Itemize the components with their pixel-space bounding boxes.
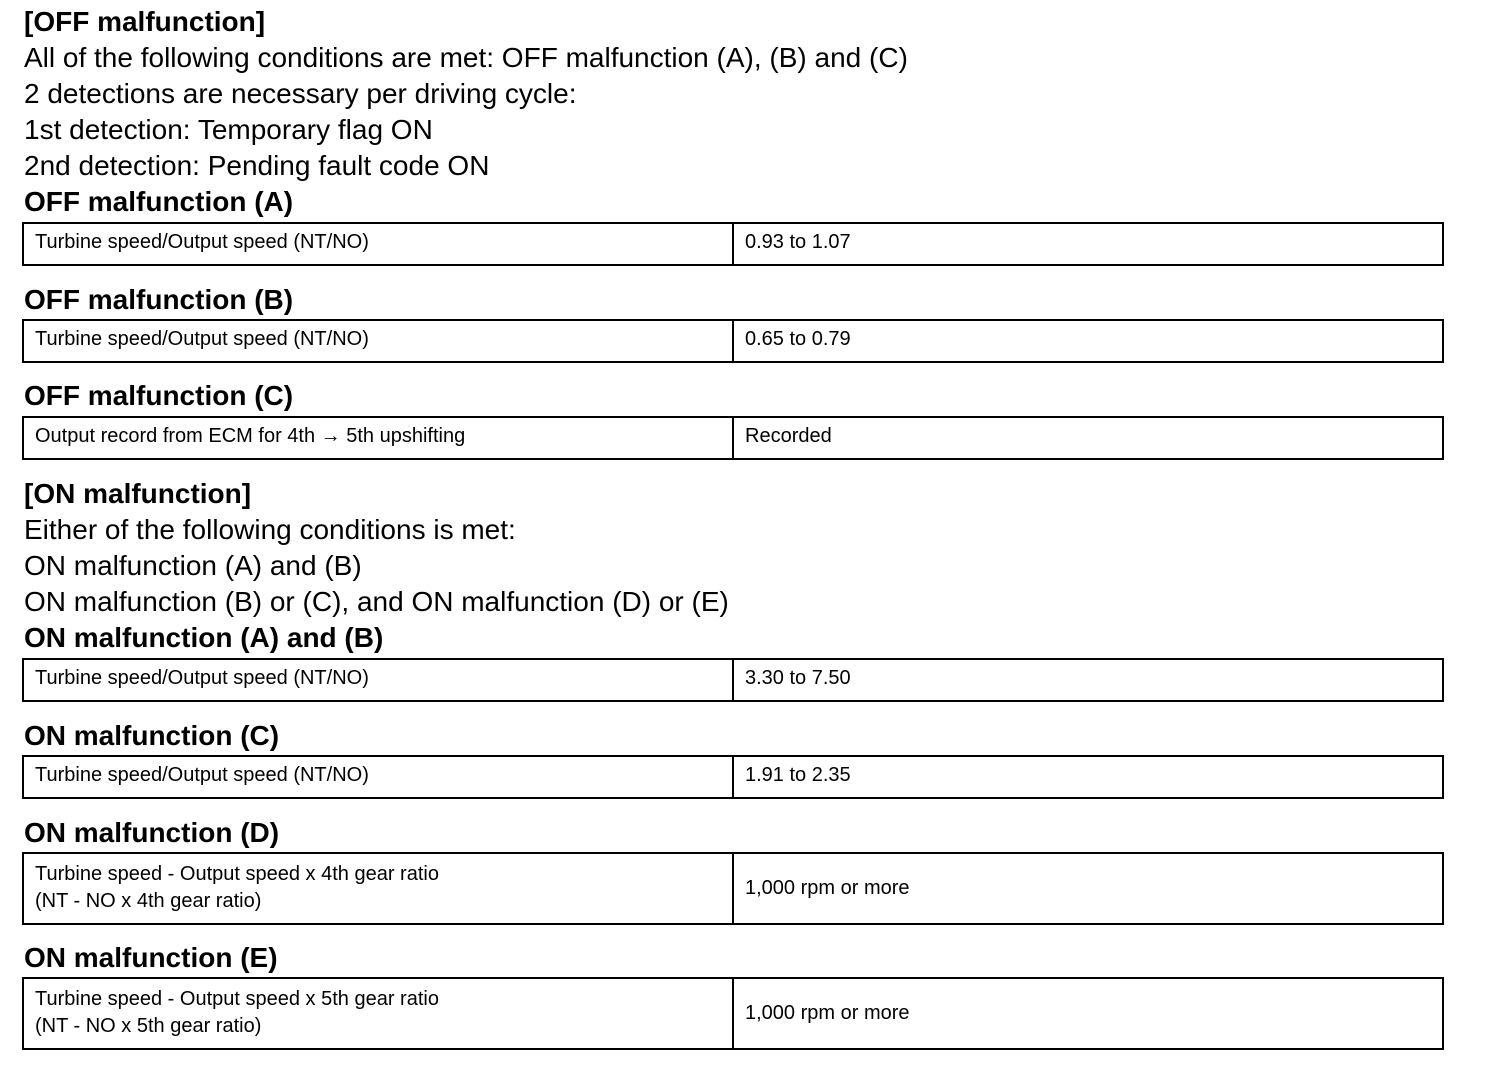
condition-item-cell <box>23 853 733 924</box>
off-condition-line: All of the following conditions are met: OFF malfunction (A), (B) and (C) <box>24 42 908 73</box>
on-malfunction-c-table <box>22 755 1444 799</box>
condition-item-cell: Turbine speed/Output speed (NT/NO) <box>23 320 733 362</box>
on-malfunction-d-table <box>22 852 1444 925</box>
off-condition-line: 2nd detection: Pending fault code ON <box>24 150 490 181</box>
condition-value-cell: 1,000 rpm or more <box>733 853 1443 924</box>
table-row <box>23 756 1443 798</box>
on-malfunction-ab-heading: ON malfunction (A) and (B) <box>24 622 384 653</box>
table-row <box>23 417 1443 459</box>
condition-value-cell: Recorded <box>733 417 1443 459</box>
off-section-title: [OFF malfunction] <box>24 6 266 37</box>
condition-value-cell: 1.91 to 2.35 <box>733 756 1443 798</box>
table-row <box>23 659 1443 701</box>
off-condition-line: 2 detections are necessary per driving cycle: <box>24 78 577 109</box>
on-condition-line: ON malfunction (B) or (C), and ON malfunction (D) or (E) <box>24 586 729 617</box>
condition-item-line: (NT - NO x 5th gear ratio) <box>35 1015 262 1037</box>
on-malfunction-c-heading: ON malfunction (C) <box>24 720 280 751</box>
on-malfunction-d-heading: ON malfunction (D) <box>24 817 280 848</box>
table-row <box>23 978 1443 1049</box>
on-section-title: [ON malfunction] <box>24 478 252 509</box>
off-malfunction-a-heading: OFF malfunction (A) <box>24 186 294 217</box>
condition-item-cell: Turbine speed/Output speed (NT/NO) <box>23 756 733 798</box>
condition-item-line: (NT - NO x 4th gear ratio) <box>35 890 262 912</box>
off-malfunction-b-heading: OFF malfunction (B) <box>24 284 294 315</box>
on-malfunction-ab-table <box>22 658 1444 702</box>
condition-value-cell: 0.65 to 0.79 <box>733 320 1443 362</box>
off-malfunction-c-table <box>22 416 1444 460</box>
condition-value-cell: 3.30 to 7.50 <box>733 659 1443 701</box>
on-malfunction-e-table <box>22 977 1444 1050</box>
condition-value-cell: 1,000 rpm or more <box>733 978 1443 1049</box>
table-row <box>23 853 1443 924</box>
on-condition-line: ON malfunction (A) and (B) <box>24 550 362 581</box>
on-malfunction-e-heading: ON malfunction (E) <box>24 942 278 973</box>
off-malfunction-a-table <box>22 222 1444 266</box>
condition-item-cell: Output record from ECM for 4th → 5th upshifting <box>23 417 733 459</box>
off-malfunction-c-heading: OFF malfunction (C) <box>24 380 294 411</box>
condition-value-cell: 0.93 to 1.07 <box>733 223 1443 265</box>
table-row <box>23 223 1443 265</box>
on-condition-line: Either of the following conditions is met: <box>24 514 516 545</box>
condition-item-line: Turbine speed - Output speed x 4th gear ratio <box>35 863 439 885</box>
condition-item-cell: Turbine speed/Output speed (NT/NO) <box>23 223 733 265</box>
condition-item-line: Turbine speed - Output speed x 5th gear ratio <box>35 988 439 1010</box>
condition-item-cell <box>23 978 733 1049</box>
off-malfunction-b-table <box>22 319 1444 363</box>
condition-item-cell: Turbine speed/Output speed (NT/NO) <box>23 659 733 701</box>
table-row <box>23 320 1443 362</box>
off-condition-line: 1st detection: Temporary flag ON <box>24 114 433 145</box>
